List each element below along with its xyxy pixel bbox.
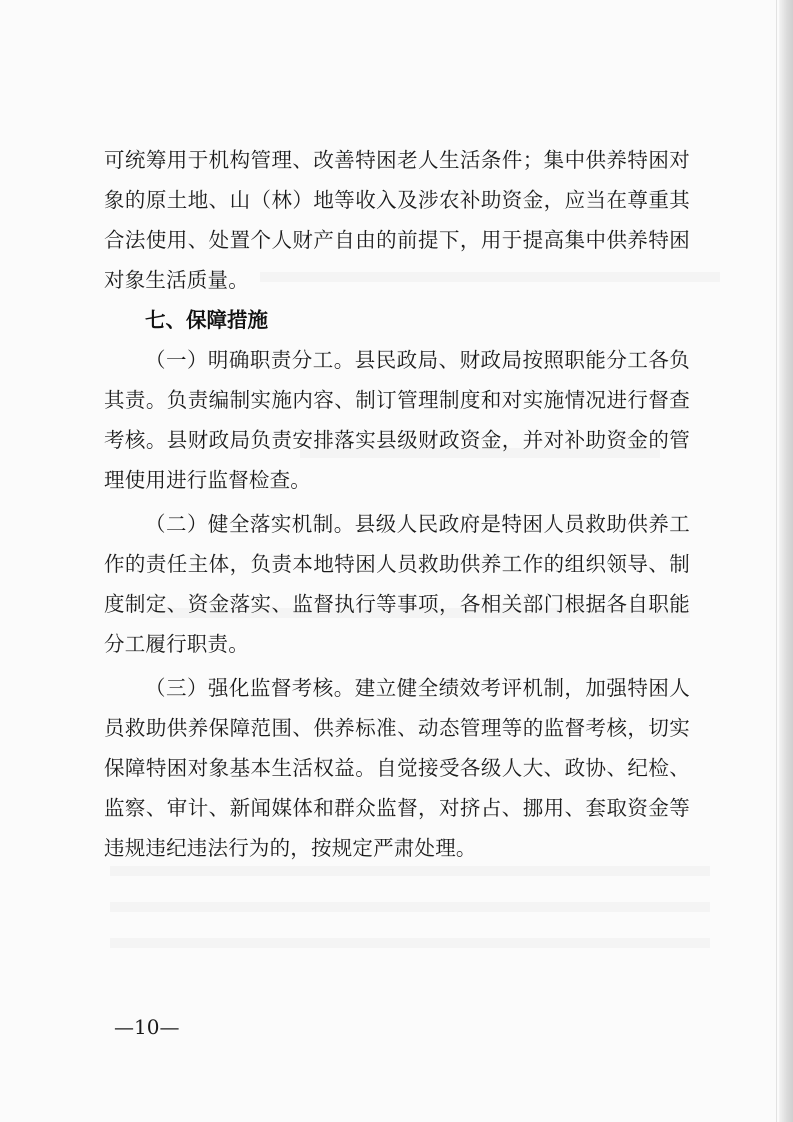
page-number: —10— [114, 1015, 180, 1039]
page-edge-line [776, 0, 777, 1122]
subsection-duty-division: （一）明确职责分工。县民政局、财政局按照职能分工各负其责。负责编制实施内容、制订管理制度和对实施情况进行督查考核。县财政局负责安排落实县级财政资金，并对补助资金的管理使用进行监督检查。 [104, 348, 690, 492]
body-text [104, 140, 690, 868]
subsection-supervision: （三）强化监督考核。建立健全绩效考评机制，加强特困人员救助供养保障范围、供养标准、动态管理等的监督考核，切实保障特困对象基本生活权益。自觉接受各级人大、政协、纪检、监察、审计、新闻媒体和群众监督，对挤占、挪用、套取资金等违规违纪违法行为的，按规定严肃处理。 [104, 676, 690, 860]
subsection-mechanism: （二）健全落实机制。县级人民政府是特困人员救助供养工作的责任主体，负责本地特困人员救助供养工作的组织领导、制度制定、资金落实、监督执行等事项，各相关部门根据各自职能分工履行职责。 [104, 512, 690, 656]
bleed-through-mark [110, 938, 710, 948]
page-edge-shadow [779, 0, 793, 1122]
section-heading: 七、保障措施 [145, 308, 268, 332]
bleed-through-mark [110, 902, 710, 912]
paragraph-continued: 可统筹用于机构管理、改善特困老人生活条件；集中供养特困对象的原土地、山（林）地等收入及涉农补助资金，应当在尊重其合法使用、处置个人财产自由的前提下，用于提高集中供养特困对象生活质量。 [104, 148, 690, 292]
